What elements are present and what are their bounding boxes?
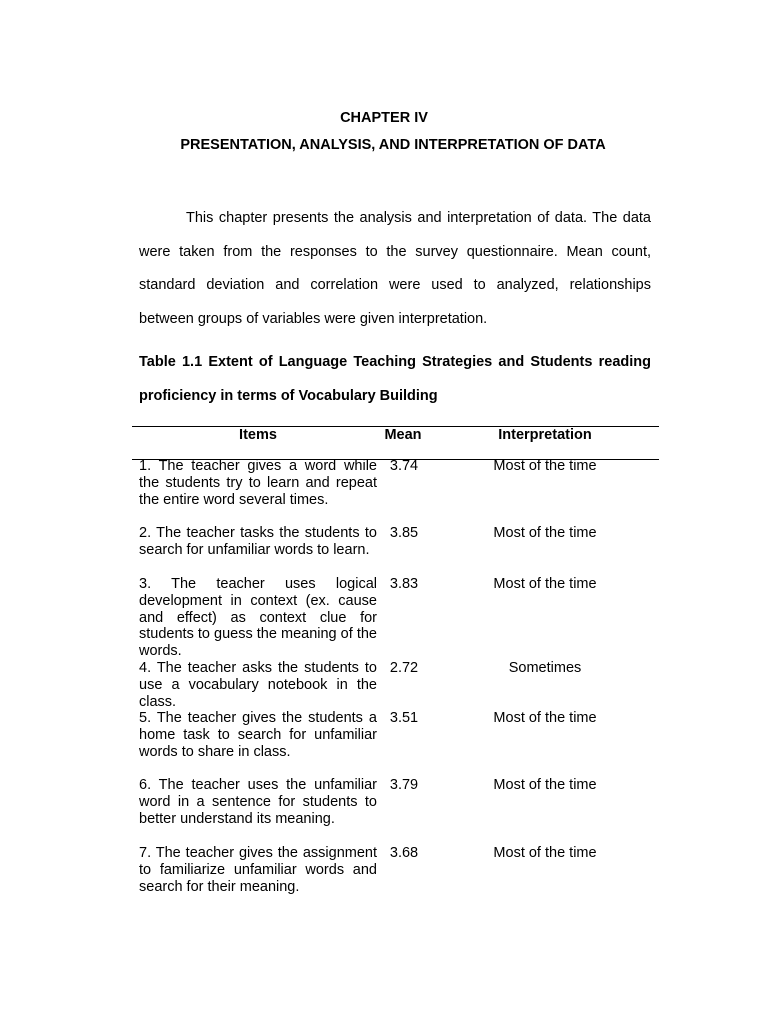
row-item-text: 6. The teacher uses the unfamiliar word in a sentence for students to better understand its meaning. (139, 777, 377, 827)
row-mean-value: 3.68 (389, 845, 419, 861)
intro-paragraph: This chapter presents the analysis and interpretation of data. The data were taken from the responses to the survey questionnaire. Mean count, standard deviation and correlation were used to analyzed, relationships between groups of variables were given interpretation. (139, 210, 651, 327)
row-interpretation: Most of the time (493, 525, 597, 541)
column-header-interpretation: Interpretation (498, 427, 592, 443)
row-interpretation: Sometimes (508, 660, 582, 676)
row-mean-value: 3.74 (389, 458, 419, 474)
row-item-text: 7. The teacher gives the assignment to familiarize unfamiliar words and search for their meaning. (139, 845, 377, 895)
row-item-text: 3. The teacher uses logical development in context (ex. cause and effect) as context clue for students to guess the meaning of the words. (139, 576, 377, 660)
row-mean-value: 2.72 (389, 660, 419, 676)
chapter-number: CHAPTER IV (340, 110, 428, 126)
row-mean-value: 3.79 (389, 777, 419, 793)
row-interpretation: Most of the time (493, 710, 597, 726)
row-interpretation: Most of the time (493, 576, 597, 592)
row-item-text: 2. The teacher tasks the students to search for unfamiliar words to learn. (139, 525, 377, 558)
table-caption: Table 1.1 Extent of Language Teaching Strategies and Students reading proficiency in terms of Vocabulary Building (139, 354, 651, 404)
row-mean-value: 3.85 (389, 525, 419, 541)
row-interpretation: Most of the time (493, 458, 597, 474)
row-item-text: 5. The teacher gives the students a home task to search for unfamiliar words to share in class. (139, 710, 377, 760)
row-mean-value: 3.51 (389, 710, 419, 726)
row-item-text: 4. The teacher asks the students to use a vocabulary notebook in the class. (139, 660, 377, 710)
row-mean-value: 3.83 (389, 576, 419, 592)
column-header-items: Items (239, 427, 277, 443)
row-interpretation: Most of the time (493, 777, 597, 793)
row-interpretation: Most of the time (493, 845, 597, 861)
chapter-title: PRESENTATION, ANALYSIS, AND INTERPRETATION OF DATA (180, 137, 606, 153)
column-header-mean: Mean (384, 427, 422, 443)
row-item-text: 1. The teacher gives a word while the students try to learn and repeat the entire word several times. (139, 458, 377, 508)
